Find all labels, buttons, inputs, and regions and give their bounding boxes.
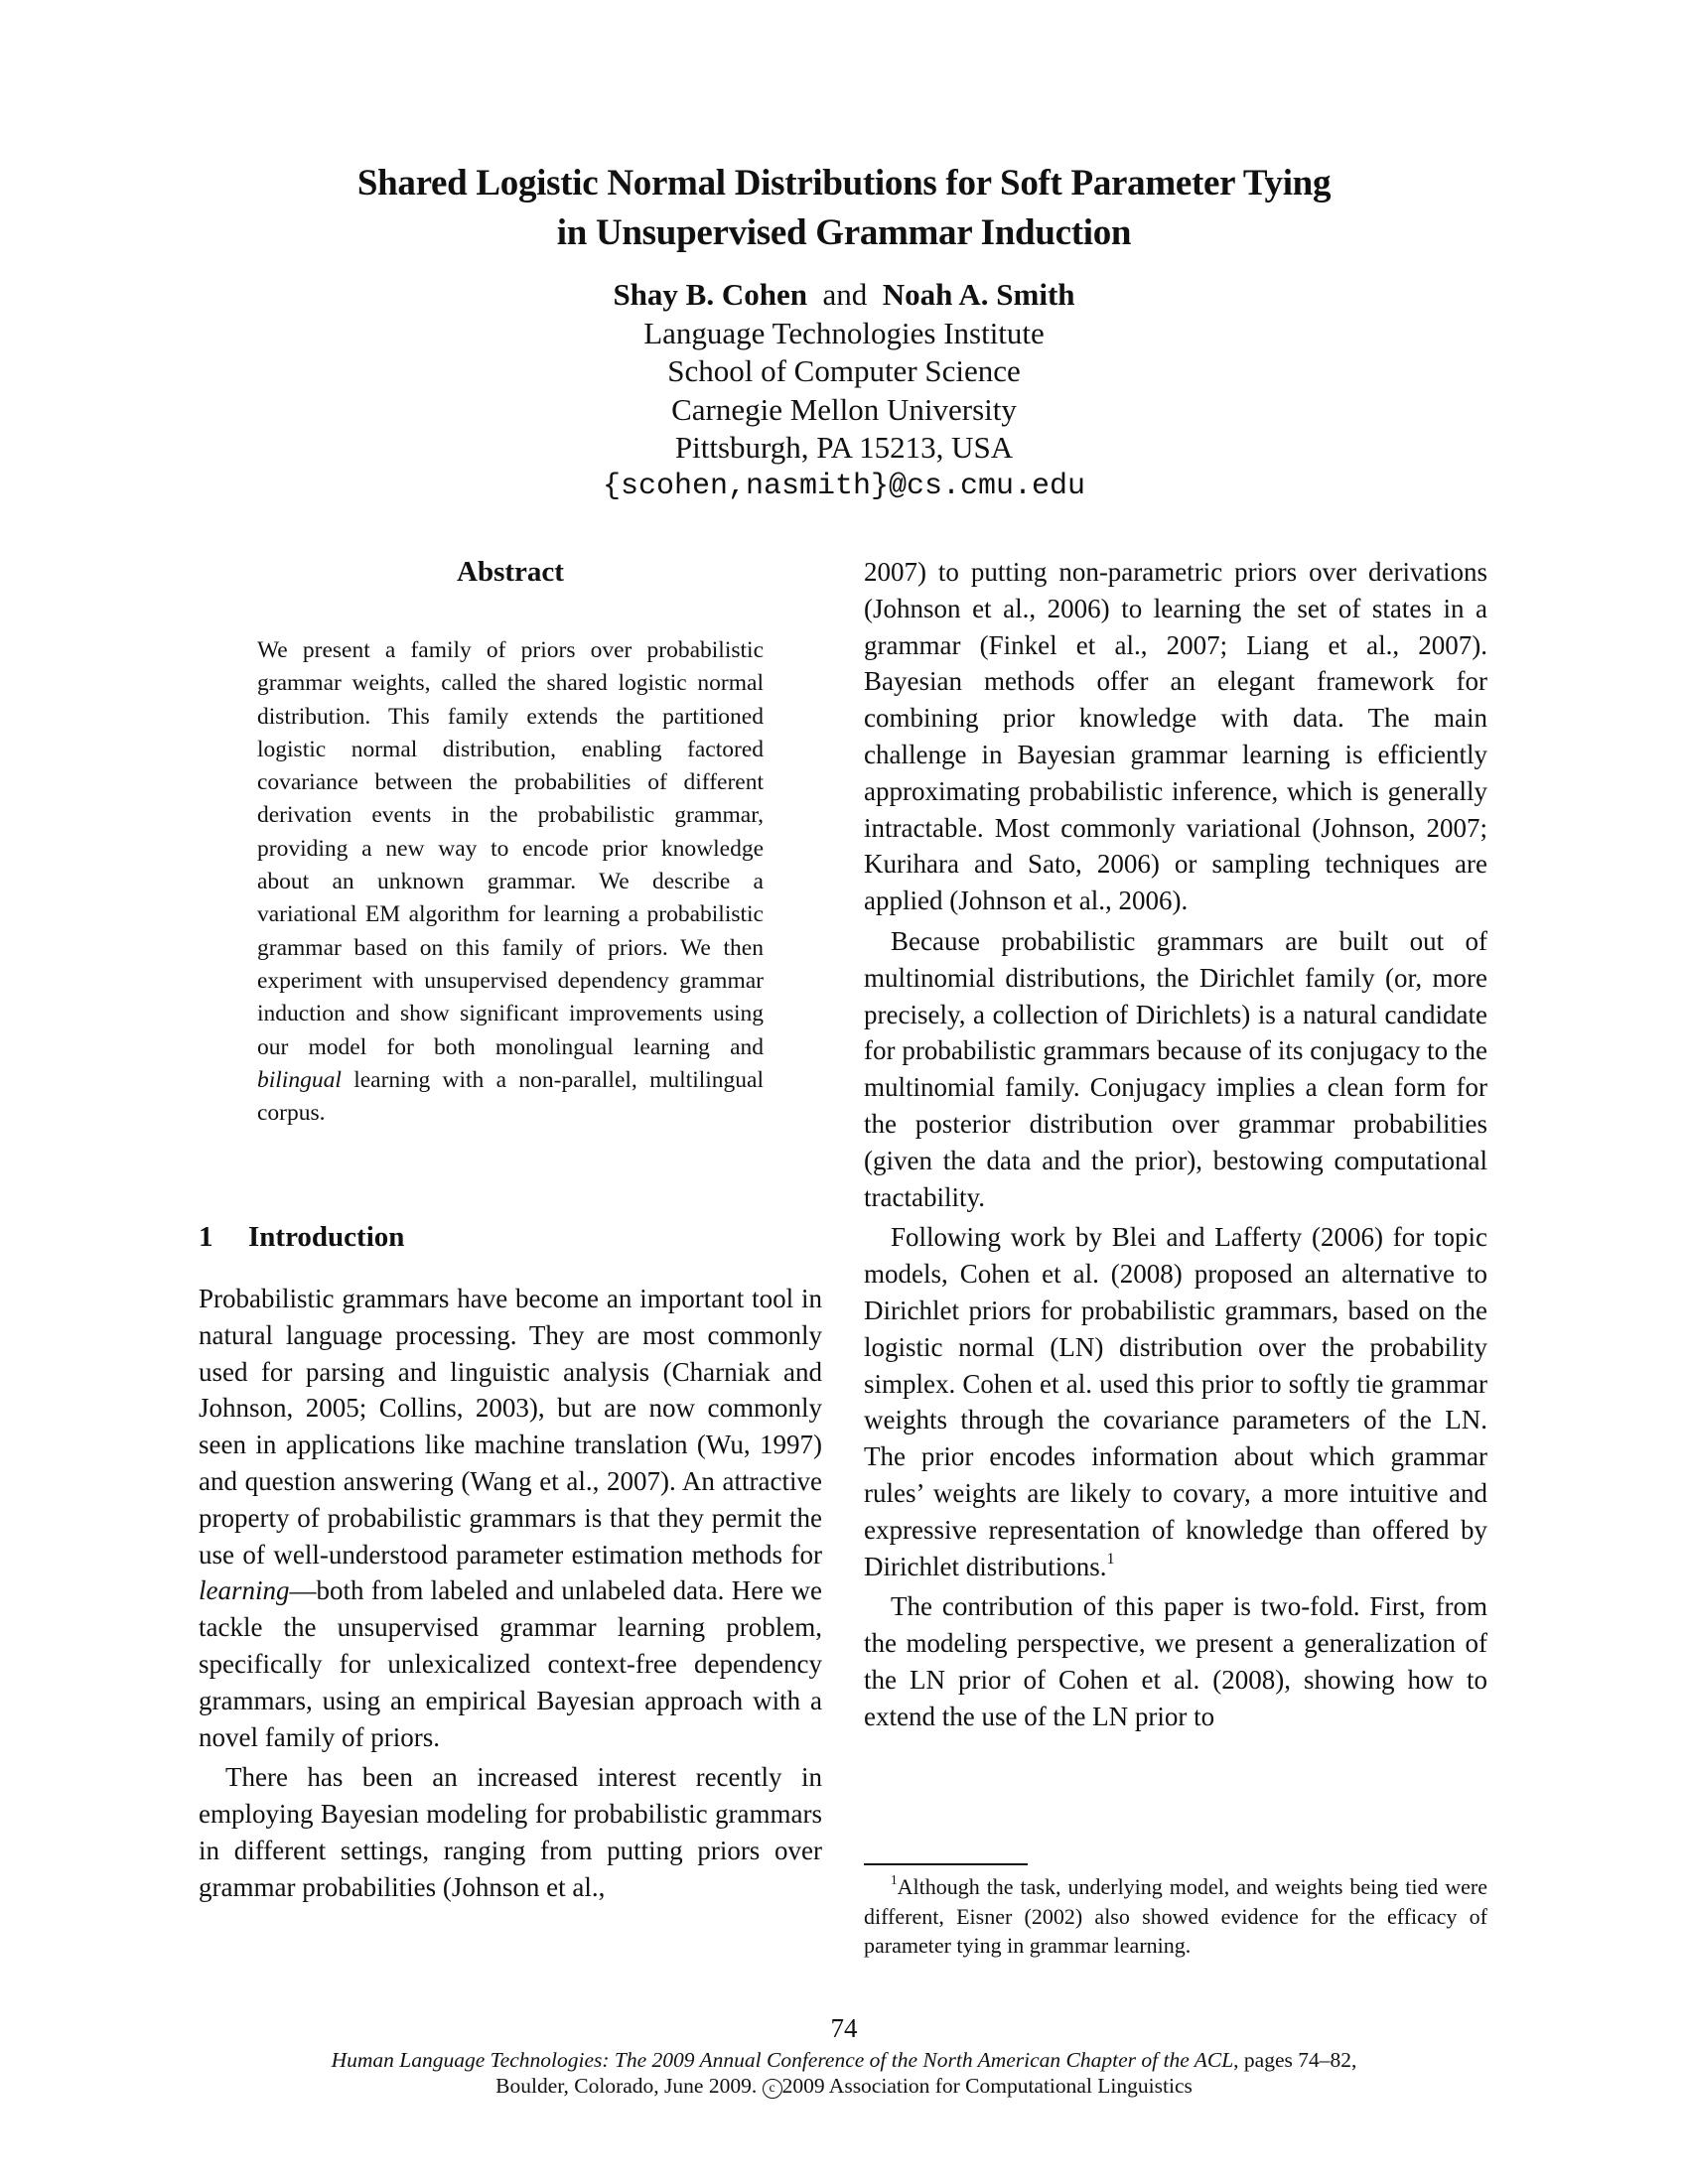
author-names — [199, 276, 1489, 315]
copyright-text: 2009 Association for Computational Linguistics — [781, 2074, 1193, 2098]
footnote — [864, 1872, 1487, 1961]
venue-line-1 — [199, 2047, 1489, 2073]
title-line-2: in Unsupervised Grammar Induction — [556, 212, 1132, 253]
affiliation-line-2: School of Computer Science — [667, 353, 1021, 388]
venue-line-2 — [199, 2073, 1489, 2099]
paragraph-text: Following work by Blei and Lafferty (2006) for topic models, Cohen et al. (2008) proposed an alternative to Dirichlet priors for probabilistic grammars, based on the logistic normal (LN) distribution over the probability simplex. Cohen et al. used this prior to softly tie grammar weights through the covariance parameters of the LN. The prior encodes information about which grammar rules’ weights are likely to covary, a more intuitive and expressive representation of knowledge than offered by Dirichlet distributions. — [864, 1222, 1487, 1581]
affiliation-line-1: Language Technologies Institute — [643, 315, 1045, 350]
footnote-reference[interactable]: 1 — [1106, 1549, 1115, 1568]
copyright-icon: c — [763, 2079, 782, 2099]
italic-term: learning — [199, 1575, 290, 1606]
paragraph-text: Probabilistic grammars have become an important tool in natural language processing. They are most commonly used for parsing and linguistic analysis (Charniak and Johnson, 2005; Collins, 2003), but are now commonly seen in applications like machine translation (Wu, 1997) and question answering (Wang et al., 2007). An attractive property of probabilistic grammars is that they permit the use of well-understood parameter estimation methods for — [199, 1284, 822, 1570]
right-column-body — [864, 554, 1487, 1735]
left-column-body — [199, 1281, 822, 1906]
intro-paragraph-1 — [199, 1281, 822, 1755]
venue-pages: , pages 74–82, — [1233, 2048, 1357, 2072]
paper-title — [199, 159, 1489, 258]
section-title: Introduction — [248, 1221, 405, 1253]
intro-paragraph-2-start: There has been an increased interest recently in employing Bayesian modeling for probabilistic grammars in different settings, ranging from putting priors over grammar probabilities (Johnson et al., — [199, 1762, 822, 1902]
author-block — [199, 276, 1489, 505]
footnote-divider — [864, 1863, 1028, 1865]
venue-location: Boulder, Colorado, June 2009. — [495, 2074, 763, 2098]
intro-paragraph-3: Because probabilistic grammars are built out of multinomial distributions, the Dirichlet family (or, more precisely, a collection of Dirichlets) is a natural candidate for probabilistic grammars because of its conjugacy to the multinomial family. Conjugacy implies a clean form for the posterior distribution over grammar probabilities (given the data and the prior), bestowing computational tractability. — [864, 925, 1487, 1212]
footnote-body: Although the task, underlying model, and weights being tied were different, Eisner (2002) also showed evidence for the efficacy of parameter tying in grammar learning. — [864, 1874, 1487, 1958]
venue-footer — [199, 2047, 1489, 2099]
affiliation-line-3: Carnegie Mellon University — [671, 391, 1017, 427]
intro-paragraph-5: The contribution of this paper is two-fold. First, from the modeling perspective, we present a generalization of the LN prior of Cohen et al. (2008), showing how to extend the use of the LN prior to — [864, 1591, 1487, 1731]
title-line-1: Shared Logistic Normal Distributions for Soft Parameter Tying — [356, 163, 1332, 204]
intro-paragraph-4 — [864, 1219, 1487, 1584]
page-number: 74 — [830, 2013, 858, 2043]
affiliation-line-4: Pittsburgh, PA 15213, USA — [674, 430, 1014, 465]
abstract-italic-term: bilingual — [257, 1066, 342, 1093]
abstract-text — [257, 634, 764, 1130]
intro-paragraph-2-cont: 2007) to putting non-parametric priors over derivations (Johnson et al., 2006) to learning the set of states in a grammar (Finkel et al., 2007; Liang et al., 2007). Bayesian methods offer an elegant framework for combining prior knowledge with data. The main challenge in Bayesian grammar learning is efficiently approximating probabilistic inference, which is generally intractable. Most commonly variational (Johnson, 2007; Kurihara and Sato, 2006) or sampling techniques are applied (Johnson et al., 2006). — [864, 557, 1487, 916]
section-heading-introduction — [199, 1221, 404, 1254]
author-1: Shay B. Cohen — [613, 277, 807, 312]
abstract-text-part-2: learning with a non-parallel, multilingual corpus. — [257, 1066, 764, 1127]
author-email: {scohen,nasmith}@cs.cmu.edu — [602, 469, 1086, 503]
abstract-heading: Abstract — [457, 556, 564, 588]
footnote-text — [864, 1872, 1487, 1961]
abstract-text-part-1: We present a family of priors over probabilistic grammar weights, called the shared logistic normal distribution. This family extends the partitioned logistic normal distribution, enabling factored covariance between the probabilities of different derivation events in the probabilistic grammar, providing a new way to encode prior knowledge about an unknown grammar. We describe a variational EM algorithm for learning a probabilistic grammar based on this family of priors. We then experiment with unsupervised dependency grammar induction and show significant improvements using our model for both monolingual learning and — [257, 637, 764, 1060]
author-conjunction: and — [822, 277, 868, 312]
paragraph-text: —both from labeled and unlabeled data. Here we tackle the unsupervised grammar learning problem, specifically for unlexicalized context-free dependency grammars, using an empirical Bayesian approach with a novel family of priors. — [199, 1575, 822, 1752]
footnote-mark: 1 — [891, 1872, 898, 1888]
section-number: 1 — [199, 1221, 213, 1253]
venue-name: Human Language Technologies: The 2009 Annual Conference of the North American Chapter of the ACL — [331, 2048, 1234, 2072]
author-2: Noah A. Smith — [882, 277, 1075, 312]
